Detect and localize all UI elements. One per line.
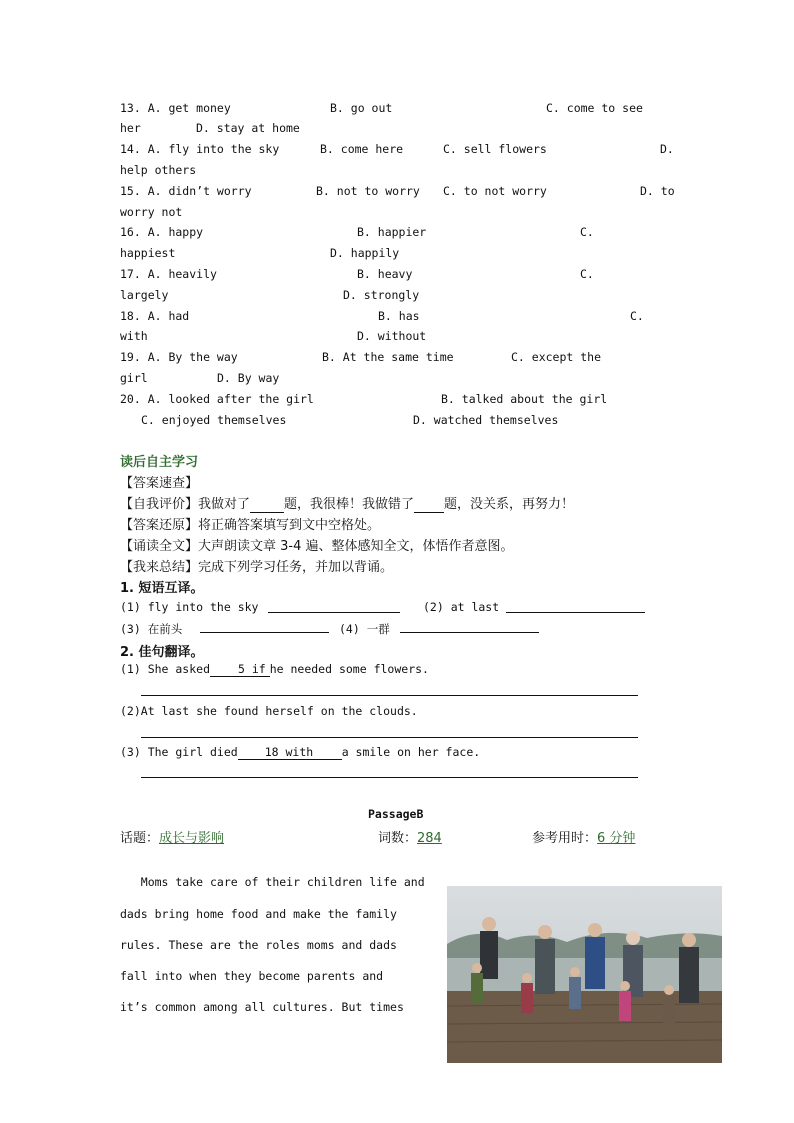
word-count-label: 词数：: [378, 831, 418, 846]
phrase-2-blank[interactable]: [506, 612, 645, 613]
sentence-1: [120, 662, 429, 677]
correct-count-blank[interactable]: [250, 497, 284, 513]
q20-option-d: D. watched themselves: [413, 413, 559, 427]
q17-option-b: B. heavy: [357, 267, 413, 281]
q16-option-d: D. happily: [330, 246, 400, 260]
passage-word-count: [378, 827, 442, 846]
passage-line-4: fall into when they become parents and: [120, 969, 384, 983]
q18-option-d: D. without: [357, 329, 427, 343]
time-value: 6 分钟: [597, 831, 636, 846]
time-label: 参考用时：: [532, 831, 598, 846]
q13-line1: 13. A. get money: [120, 101, 231, 115]
q20-line1: 20. A. looked after the girl: [120, 392, 314, 406]
answer-check: 【答案速查】: [120, 476, 199, 491]
q18-line1: 18. A. had: [120, 309, 190, 323]
q19-option-c: C. except the: [511, 350, 602, 364]
sentence-1-blank: 5 if: [210, 662, 270, 677]
phrase-2: (2) at last: [423, 600, 500, 614]
sentence-3-part-a: (3) The girl died: [120, 745, 238, 759]
q18-option-b: B. has: [378, 309, 420, 323]
q14-line1: 14. A. fly into the sky: [120, 142, 280, 156]
phrase-4-blank[interactable]: [400, 632, 539, 633]
topic-value: 成长与影响: [159, 831, 225, 846]
q15-option-c: C. to not worry: [443, 184, 547, 198]
passage-line-1: Moms take care of their children life and: [120, 875, 425, 889]
sentence-1-answer-line[interactable]: [141, 695, 638, 696]
q15-option-b: B. not to worry: [316, 184, 420, 198]
self-evaluation: [120, 493, 574, 513]
q15-option-d: D. to: [640, 184, 675, 198]
q15-line2: worry not: [120, 205, 183, 219]
self-eval-part-a: 【自我评价】我做对了: [120, 497, 251, 512]
sentence-3: [120, 745, 480, 760]
q20-option-c: C. enjoyed themselves: [141, 413, 287, 427]
section-title: 读后自主学习: [120, 455, 199, 470]
q18-line2: with: [120, 329, 148, 343]
q13-line2: her: [120, 121, 141, 135]
read-aloud: 【诵读全文】大声朗读文章 3-4 遍、整体感知全文，体悟作者意图。: [120, 539, 514, 554]
passage-line-2: dads bring home food and make the family: [120, 907, 397, 921]
q17-line2: largely: [120, 288, 169, 302]
q13-option-c: C. come to see: [546, 101, 643, 115]
sentence-2: (2)At last she found herself on the clouds.: [120, 704, 418, 718]
phrase-1: (1) fly into the sky: [120, 600, 259, 614]
phrase-3: (3) 在前头: [120, 622, 183, 636]
q16-line2: happiest: [120, 246, 176, 260]
q19-option-d: D. By way: [217, 371, 280, 385]
family-photo-illustration: [447, 886, 722, 1063]
q16-line1: 16. A. happy: [120, 225, 204, 239]
q19-option-b: B. At the same time: [322, 350, 454, 364]
passage-topic: [120, 827, 224, 846]
q14-line2: help others: [120, 163, 197, 177]
q13-option-d: D. stay at home: [196, 121, 300, 135]
q14-option-c: C. sell flowers: [443, 142, 547, 156]
word-count-value: 284: [417, 831, 442, 846]
task-sentence-translation: 2. 佳句翻译。: [120, 645, 204, 660]
self-eval-part-b: 题，我很棒！我做错了: [284, 497, 415, 512]
phrase-1-blank[interactable]: [268, 612, 400, 613]
self-eval-part-c: 题，没关系，再努力！: [444, 497, 575, 512]
q17-option-c: C.: [580, 267, 594, 281]
passage-time: [532, 827, 635, 846]
phrase-4: (4) 一群: [339, 622, 390, 636]
q19-line2: girl: [120, 371, 148, 385]
family-photo: [447, 886, 722, 1063]
sentence-1-part-b: he needed some flowers.: [269, 662, 429, 676]
topic-label: 话题：: [120, 831, 160, 846]
q13-option-b: B. go out: [330, 101, 393, 115]
q16-option-b: B. happier: [357, 225, 427, 239]
sentence-3-part-b: a smile on her face.: [341, 745, 481, 759]
sentence-2-answer-line[interactable]: [141, 737, 638, 738]
q19-line1: 19. A. By the way: [120, 350, 238, 364]
q16-option-c: C.: [580, 225, 594, 239]
sentence-3-blank: 18 with: [238, 745, 342, 760]
answer-restore: 【答案还原】将正确答案填写到文中空格处。: [120, 518, 381, 533]
q20-option-b: B. talked about the girl: [441, 392, 608, 406]
sentence-3-answer-line[interactable]: [141, 777, 638, 778]
summary: 【我来总结】完成下列学习任务，并加以背诵。: [120, 560, 394, 575]
passage-line-3: rules. These are the roles moms and dads: [120, 938, 397, 952]
q17-line1: 17. A. heavily: [120, 267, 217, 281]
q15-line1: 15. A. didn’t worry: [120, 184, 252, 198]
q17-option-d: D. strongly: [343, 288, 420, 302]
task-phrase-translation: 1. 短语互译。: [120, 581, 204, 596]
wrong-count-blank[interactable]: [414, 497, 444, 513]
passage-line-5: it’s common among all cultures. But times: [120, 1000, 404, 1014]
phrase-3-blank[interactable]: [200, 632, 329, 633]
q14-option-d: D.: [660, 142, 674, 156]
q14-option-b: B. come here: [320, 142, 404, 156]
q18-option-c: C.: [630, 309, 644, 323]
passage-title: PassageB: [368, 807, 424, 821]
sentence-1-part-a: (1) She asked: [120, 662, 211, 676]
